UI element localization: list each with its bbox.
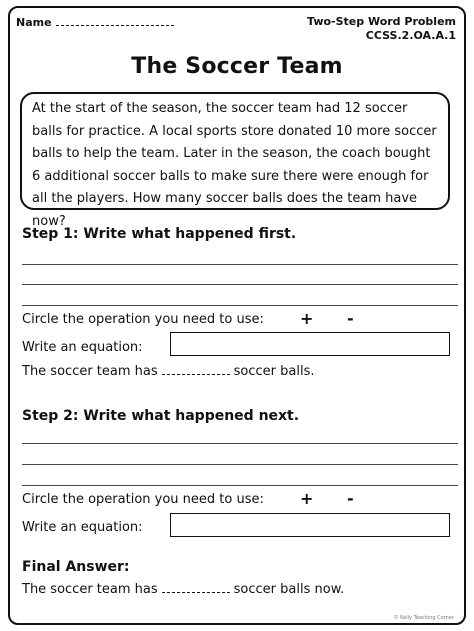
step1-result-prefix: The soccer team has [22, 364, 158, 379]
worksheet [8, 6, 466, 625]
final-result-blank[interactable] [162, 584, 230, 593]
answer-line[interactable] [22, 464, 458, 465]
answer-line[interactable] [22, 305, 458, 306]
step2-circle-label: Circle the operation you need to use: [22, 492, 264, 507]
step1-title: Step 1: Write what happened first. [22, 226, 297, 242]
answer-line[interactable] [22, 485, 458, 486]
step1-circle-label: Circle the operation you need to use: [22, 312, 264, 327]
answer-line[interactable] [22, 284, 458, 285]
answer-line[interactable] [22, 443, 458, 444]
final-result-prefix: The soccer team has [22, 582, 158, 597]
step1-result-suffix: soccer balls. [233, 364, 315, 379]
final-result-suffix: soccer balls now. [233, 582, 345, 597]
step1-plus-option[interactable]: + [300, 309, 314, 328]
final-result [22, 582, 344, 597]
name-blank-line[interactable] [56, 16, 174, 26]
page-title: The Soccer Team [131, 54, 343, 79]
step2-equation-box[interactable] [170, 513, 450, 537]
standard-code: CCSS.2.OA.A.1 [365, 29, 456, 42]
answer-line[interactable] [22, 264, 458, 265]
step2-equation-label: Write an equation: [22, 520, 143, 535]
standard-info [307, 15, 456, 43]
step2-plus-option[interactable]: + [300, 489, 314, 508]
copyright-footer: © Kelly Teaching Corner [393, 615, 454, 621]
step1-result [22, 364, 315, 379]
standard-title: Two-Step Word Problem [307, 15, 456, 28]
step1-minus-option[interactable]: - [347, 309, 354, 328]
step1-equation-label: Write an equation: [22, 340, 143, 355]
step2-minus-option[interactable]: - [347, 489, 354, 508]
final-answer-title: Final Answer: [22, 559, 130, 575]
step1-result-blank[interactable] [162, 366, 230, 375]
name-label: Name [16, 16, 52, 29]
story-box: At the start of the season, the soccer team had 12 soccer balls for practice. A local sports store donated 10 more soccer balls to help the team. Later in the season, the coach bought 6 additional soccer balls to make sure there were enough for all the players. How many soccer balls does the team have now? [20, 92, 450, 210]
step2-title: Step 2: Write what happened next. [22, 408, 300, 424]
step1-equation-box[interactable] [170, 332, 450, 356]
name-row [16, 16, 174, 29]
